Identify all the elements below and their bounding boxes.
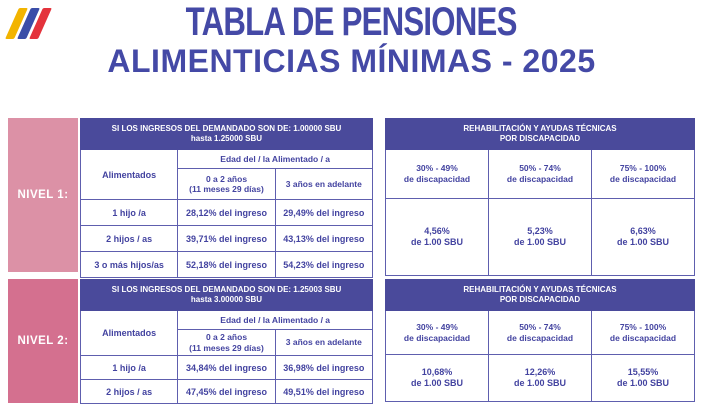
- disability-value-cell: [386, 199, 489, 276]
- disability-value-cell: [489, 355, 592, 402]
- pension-value-cell: 54,23% del ingreso: [275, 252, 372, 278]
- age-col1-line1: 0 a 2 años: [205, 173, 248, 184]
- income-header-line2: hasta 1.25000 SBU: [190, 134, 263, 143]
- table-row: [81, 150, 373, 169]
- income-header-line1: SI LOS INGRESOS DEL DEMANDADO SON DE: 1.25003 SBU: [111, 284, 342, 294]
- income-header-line2: hasta 3.00000 SBU: [190, 295, 263, 304]
- alimentados-header: Alimentados: [81, 150, 178, 200]
- nivel1-income-table: [80, 118, 373, 278]
- table-row: [81, 226, 373, 252]
- nivel1-section: [8, 118, 695, 272]
- pension-value-cell: 43,13% del ingreso: [275, 226, 372, 252]
- pension-value-cell: 36,98% del ingreso: [275, 356, 372, 380]
- disability-range-cell: [489, 311, 592, 355]
- nivel2-income-header: [81, 280, 373, 311]
- value-line1: 4,56%: [424, 226, 450, 236]
- range-line1: 30% - 49%: [416, 163, 458, 173]
- rehab-header-line2: POR DISCAPACIDAD: [499, 134, 581, 143]
- table-row: [81, 200, 373, 226]
- disability-value-cell: [592, 355, 695, 402]
- range-line1: 75% - 100%: [619, 321, 667, 332]
- value-line2: de 1.00 SBU: [410, 237, 464, 247]
- value-line1: 5,23%: [527, 226, 553, 236]
- nivel1-income-header: [81, 119, 373, 150]
- range-line2: de discapacidad: [506, 174, 574, 184]
- alimentados-cell: 1 hijo /a: [81, 356, 178, 380]
- table-row: [81, 380, 373, 404]
- table-row: [386, 280, 695, 311]
- value-line1: 10,68%: [421, 367, 453, 377]
- pension-value-cell: 49,51% del ingreso: [275, 380, 372, 404]
- nivel2-disability-table: [385, 279, 695, 402]
- table-row: [386, 355, 695, 402]
- alimentados-cell: 2 hijos / as: [81, 380, 178, 404]
- value-line1: 15,55%: [627, 367, 659, 377]
- value-line2: de 1.00 SBU: [616, 237, 670, 247]
- edad-header: Edad del / la Alimentado / a: [178, 311, 373, 330]
- value-line1: 6,63%: [630, 226, 656, 236]
- nivel1-rehab-header: [386, 119, 695, 150]
- alimentados-cell: 2 hijos / as: [81, 226, 178, 252]
- disability-value-cell: [386, 355, 489, 402]
- page-title-line2: ALIMENTICIAS MÍNIMAS - 2025: [107, 43, 596, 79]
- rehab-header-line1: REHABILITACIÓN Y AYUDAS TÉCNICAS: [463, 284, 617, 294]
- pension-value-cell: 39,71% del ingreso: [178, 226, 275, 252]
- pension-value-cell: 34,84% del ingreso: [178, 356, 275, 380]
- nivel1-label: NIVEL 1:: [8, 118, 78, 272]
- range-line2: de discapacidad: [609, 174, 677, 184]
- range-line2: de discapacidad: [609, 332, 677, 343]
- pension-value-cell: 29,49% del ingreso: [275, 200, 372, 226]
- range-line2: de discapacidad: [506, 332, 574, 343]
- pension-value-cell: 52,18% del ingreso: [178, 252, 275, 278]
- table-row: [81, 119, 373, 150]
- table-row: [386, 311, 695, 355]
- value-line2: de 1.00 SBU: [513, 237, 567, 247]
- range-line1: 50% - 74%: [519, 321, 561, 332]
- table-row: [386, 119, 695, 150]
- range-line1: 30% - 49%: [416, 321, 458, 332]
- pension-value-cell: 47,45% del ingreso: [178, 380, 275, 404]
- page-title: [0, 2, 703, 78]
- disability-range-cell: [386, 311, 489, 355]
- age-col1-line2: (11 meses 29 días): [189, 342, 264, 353]
- age-col2-header: 3 años en adelante: [275, 330, 372, 356]
- nivel1-disability-table: [385, 118, 695, 276]
- nivel2-rehab-header: [386, 280, 695, 311]
- disability-value-cell: [489, 199, 592, 276]
- income-header-line1: SI LOS INGRESOS DEL DEMANDADO SON DE: 1.00000 SBU: [111, 123, 342, 133]
- disability-value-cell: [592, 199, 695, 276]
- range-line2: de discapacidad: [403, 332, 471, 343]
- table-row: [81, 311, 373, 330]
- range-line1: 50% - 74%: [519, 163, 561, 173]
- age-col1-header: [178, 169, 275, 200]
- nivel2-income-table: [80, 279, 373, 404]
- edad-header: Edad del / la Alimentado / a: [178, 150, 373, 169]
- age-col1-line1: 0 a 2 años: [205, 332, 248, 342]
- alimentados-cell: 1 hijo /a: [81, 200, 178, 226]
- nivel2-section: [8, 279, 695, 403]
- value-line2: de 1.00 SBU: [410, 378, 464, 388]
- table-row: [386, 199, 695, 276]
- table-row: [81, 356, 373, 380]
- age-col1-header: [178, 330, 275, 356]
- disability-range-cell: [386, 150, 489, 199]
- page-title-line1: TABLA DE PENSIONES: [186, 0, 517, 44]
- rehab-header-line2: POR DISCAPACIDAD: [499, 295, 581, 304]
- disability-range-cell: [592, 311, 695, 355]
- table-row: [386, 150, 695, 199]
- disability-range-cell: [592, 150, 695, 199]
- disability-range-cell: [489, 150, 592, 199]
- table-row: [81, 280, 373, 311]
- nivel2-label: NIVEL 2:: [8, 279, 78, 403]
- value-line2: de 1.00 SBU: [513, 378, 567, 388]
- alimentados-cell: 3 o más hijos/as: [81, 252, 178, 278]
- age-col2-header: 3 años en adelante: [275, 169, 372, 200]
- alimentados-header: Alimentados: [81, 311, 178, 356]
- pension-value-cell: 28,12% del ingreso: [178, 200, 275, 226]
- rehab-header-line1: REHABILITACIÓN Y AYUDAS TÉCNICAS: [463, 123, 617, 133]
- range-line2: de discapacidad: [403, 174, 471, 184]
- table-row: [81, 252, 373, 278]
- age-col1-line2: (11 meses 29 días): [189, 184, 264, 194]
- range-line1: 75% - 100%: [619, 163, 667, 173]
- value-line1: 12,26%: [524, 367, 556, 377]
- value-line2: de 1.00 SBU: [616, 378, 670, 388]
